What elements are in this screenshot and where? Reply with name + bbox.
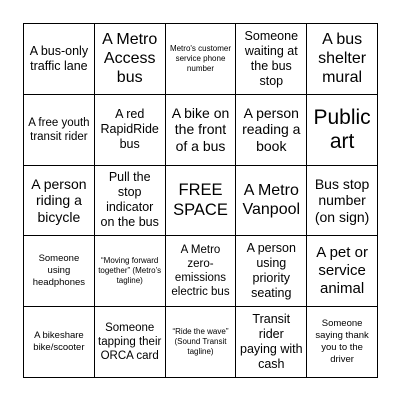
bingo-cell[interactable] (166, 24, 237, 95)
cell-text: A bikeshare bike/scooter (33, 330, 85, 354)
cell-text: Public art (313, 105, 371, 153)
free-space-text: FREE SPACE (173, 181, 228, 220)
bingo-cell[interactable] (307, 307, 378, 378)
bingo-cell[interactable] (95, 236, 166, 307)
cell-text: A person reading a book (242, 104, 301, 154)
bingo-cell[interactable] (166, 307, 237, 378)
bingo-cell[interactable] (166, 95, 237, 166)
bingo-cell[interactable] (95, 166, 166, 237)
bingo-cell[interactable] (95, 307, 166, 378)
bingo-cell[interactable] (24, 95, 95, 166)
cell-text: A bike on the front of a bus (171, 104, 230, 154)
bingo-cell[interactable] (24, 166, 95, 237)
cell-text: A bus shelter mural (318, 31, 367, 87)
bingo-cell[interactable] (236, 95, 307, 166)
cell-text: A free youth transit rider (28, 116, 90, 143)
cell-text: “Moving forward together” (Metro’s tagline) (98, 256, 162, 286)
cell-text: A bus-only traffic lane (29, 43, 89, 73)
free-space-cell[interactable] (166, 166, 237, 237)
bingo-cell[interactable] (307, 95, 378, 166)
bingo-board (23, 23, 378, 378)
cell-text: A pet or service animal (316, 244, 368, 298)
cell-text: Someone tapping their ORCA card (98, 322, 162, 363)
cell-text: “Ride the wave” (Sound Transit tagline) (172, 327, 229, 357)
bingo-cell[interactable] (95, 95, 166, 166)
cell-text: A person using priority seating (246, 241, 296, 301)
cell-text: A person riding a bicycle (31, 175, 87, 225)
cell-text: Pull the stop indicator on the bus (100, 170, 159, 230)
bingo-cell[interactable] (307, 166, 378, 237)
bingo-cell[interactable] (236, 166, 307, 237)
bingo-cell[interactable] (24, 307, 95, 378)
cell-text: Someone waiting at the bus stop (244, 28, 299, 88)
bingo-cell[interactable] (307, 236, 378, 307)
bingo-cell[interactable] (166, 236, 237, 307)
bingo-cell[interactable] (95, 24, 166, 95)
cell-text: Transit rider paying with cash (240, 312, 303, 372)
cell-text: A red RapidRide bus (100, 107, 159, 152)
cell-text: A Metro Access bus (102, 31, 158, 87)
cell-text: Someone using headphones (32, 253, 86, 289)
cell-text: A Metro zero-emissions electric bus (171, 244, 230, 299)
cell-text: Someone saying thank you to the driver (315, 318, 369, 366)
cell-text: A Metro Vanpool (242, 182, 301, 219)
bingo-cell[interactable] (307, 24, 378, 95)
bingo-cell[interactable] (236, 24, 307, 95)
bingo-cell[interactable] (236, 307, 307, 378)
bingo-cell[interactable] (236, 236, 307, 307)
cell-text: Metro's customer service phone number (169, 43, 232, 73)
bingo-cell[interactable] (24, 24, 95, 95)
cell-text: Bus stop number (on sign) (314, 175, 370, 225)
bingo-cell[interactable] (24, 236, 95, 307)
